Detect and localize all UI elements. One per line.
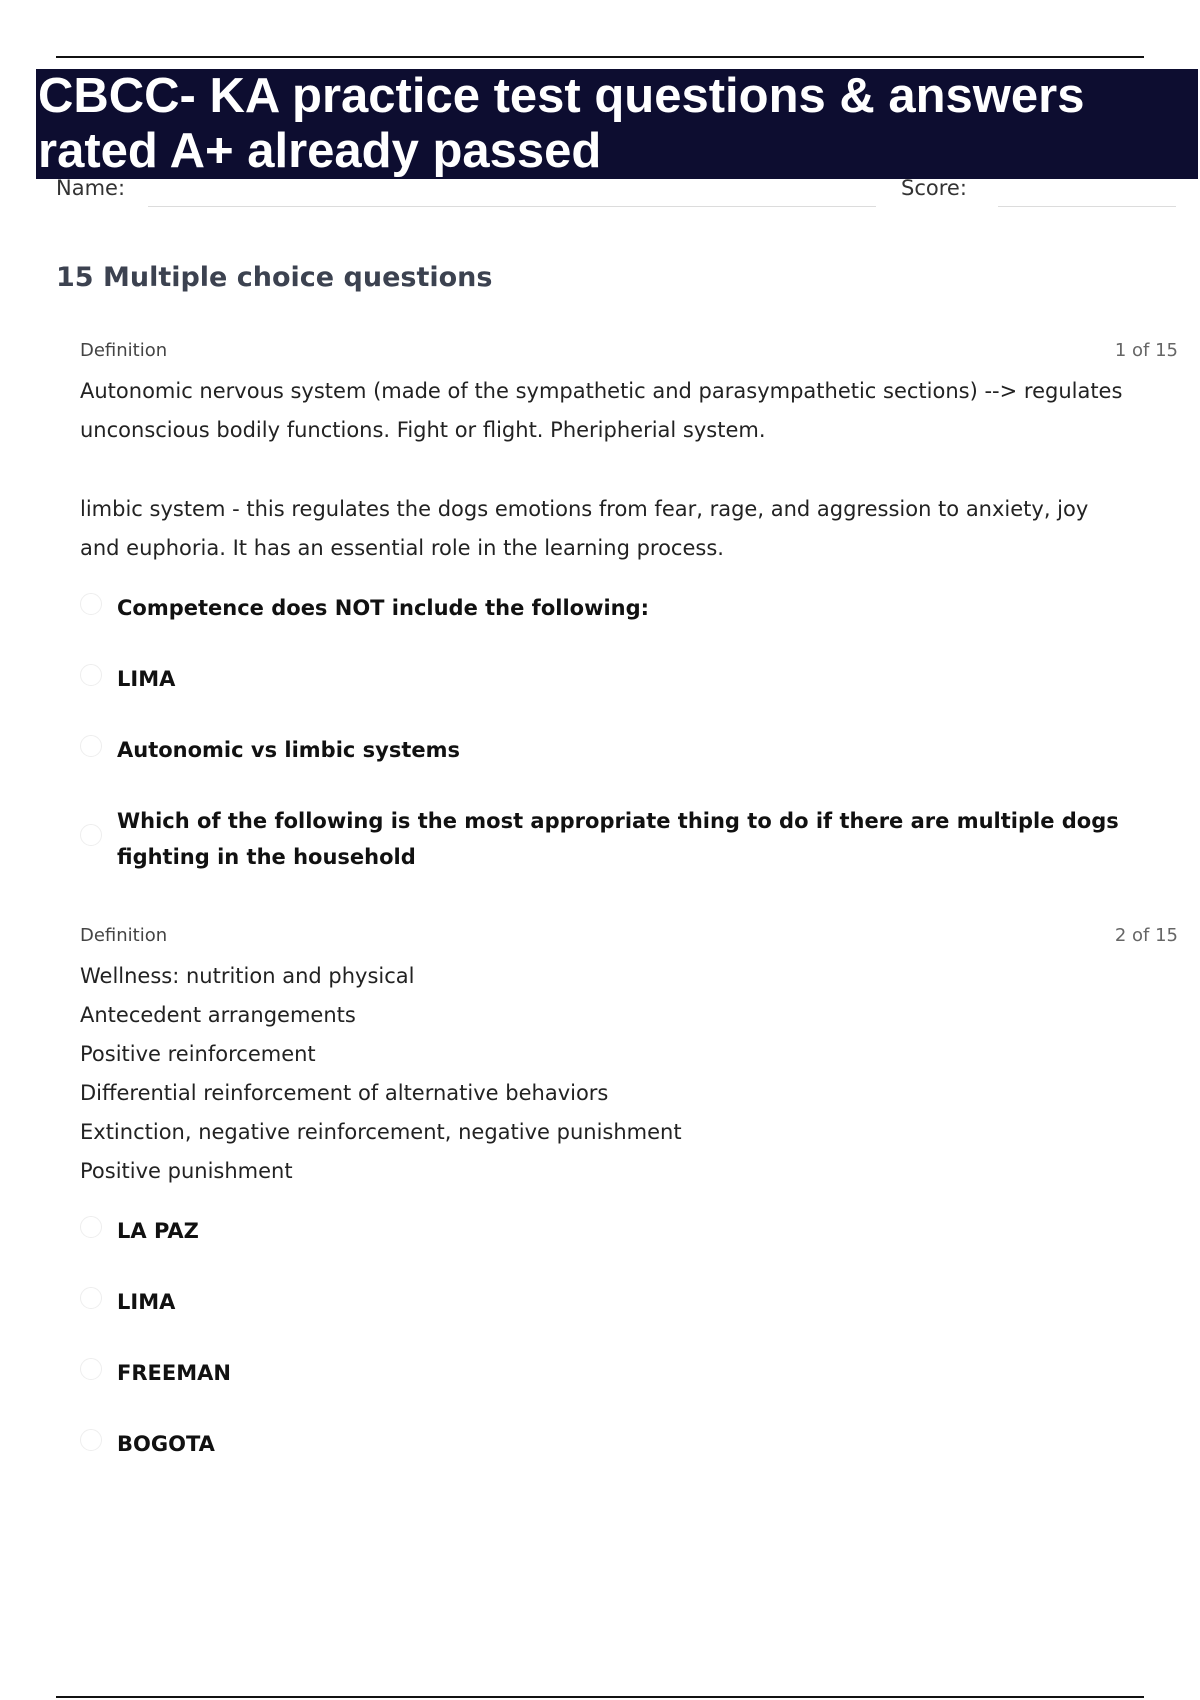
answer-option-label: Autonomic vs limbic systems [117, 738, 461, 762]
answer-option-label: LIMA [117, 1290, 176, 1314]
definition-line: Wellness: nutrition and physical [80, 964, 415, 988]
definition-line: Positive punishment [80, 1159, 293, 1183]
definition-label: Definition [80, 925, 168, 946]
answer-option[interactable] [80, 1355, 1178, 1391]
answer-options [80, 590, 1178, 875]
name-field[interactable] [148, 206, 876, 207]
paragraph-gap [80, 450, 1178, 490]
name-label: Name: [56, 176, 126, 200]
answer-option[interactable] [80, 1284, 1178, 1320]
definition-line: Differential reinforcement of alternative behaviors [80, 1081, 609, 1105]
answer-option-label: LA PAZ [117, 1219, 199, 1243]
answer-option[interactable] [80, 1213, 1178, 1249]
radio-button[interactable] [80, 593, 102, 615]
definition-line: Extinction, negative reinforcement, negative punishment [80, 1120, 682, 1144]
name-score-row [56, 176, 1176, 212]
definition-line: Positive reinforcement [80, 1042, 316, 1066]
radio-button[interactable] [80, 735, 102, 757]
bottom-rule [56, 1696, 1144, 1698]
title-line-1: CBCC- KA practice test questions & answers [38, 69, 1085, 123]
answer-option[interactable] [80, 803, 1178, 875]
answer-option[interactable] [80, 661, 1178, 697]
definition-line: Antecedent arrangements [80, 1003, 356, 1027]
answer-option-label: Which of the following is the most appropriate thing to do if there are multiple dogs fighting in the household [117, 809, 1119, 869]
definition-label: Definition [80, 340, 168, 361]
answer-option-label: FREEMAN [117, 1361, 231, 1385]
question-2 [80, 925, 1178, 1497]
answer-option-label: BOGOTA [117, 1432, 215, 1456]
radio-button[interactable] [80, 824, 102, 846]
radio-button[interactable] [80, 1216, 102, 1238]
document-title [36, 69, 1198, 179]
title-line-2: rated A+ already passed [38, 124, 602, 178]
definition-text [80, 372, 1178, 568]
question-header [80, 340, 1178, 372]
score-field[interactable] [998, 206, 1176, 207]
question-counter: 2 of 15 [1114, 925, 1178, 946]
answer-option-label: LIMA [117, 667, 176, 691]
answer-options [80, 1213, 1178, 1462]
answer-option[interactable] [80, 590, 1178, 626]
definition-line: limbic system - this regulates the dogs emotions from fear, rage, and aggression to anxiety, joy [80, 497, 1089, 521]
top-rule [56, 56, 1144, 58]
question-header [80, 925, 1178, 957]
radio-button[interactable] [80, 1287, 102, 1309]
answer-option[interactable] [80, 732, 1178, 768]
radio-button[interactable] [80, 664, 102, 686]
question-counter: 1 of 15 [1114, 340, 1178, 361]
definition-text [80, 957, 1178, 1191]
definition-line: unconscious bodily functions. Fight or flight. Pheripherial system. [80, 418, 766, 442]
radio-button[interactable] [80, 1358, 102, 1380]
radio-button[interactable] [80, 1429, 102, 1451]
score-label: Score: [901, 176, 967, 200]
question-1 [80, 340, 1178, 910]
definition-line: Autonomic nervous system (made of the sympathetic and parasympathetic sections) --> regulates [80, 379, 1123, 403]
answer-option-label: Competence does NOT include the following: [117, 596, 650, 620]
answer-option[interactable] [80, 1426, 1178, 1462]
definition-line: and euphoria. It has an essential role in the learning process. [80, 536, 724, 560]
section-heading: 15 Multiple choice questions [56, 262, 493, 293]
